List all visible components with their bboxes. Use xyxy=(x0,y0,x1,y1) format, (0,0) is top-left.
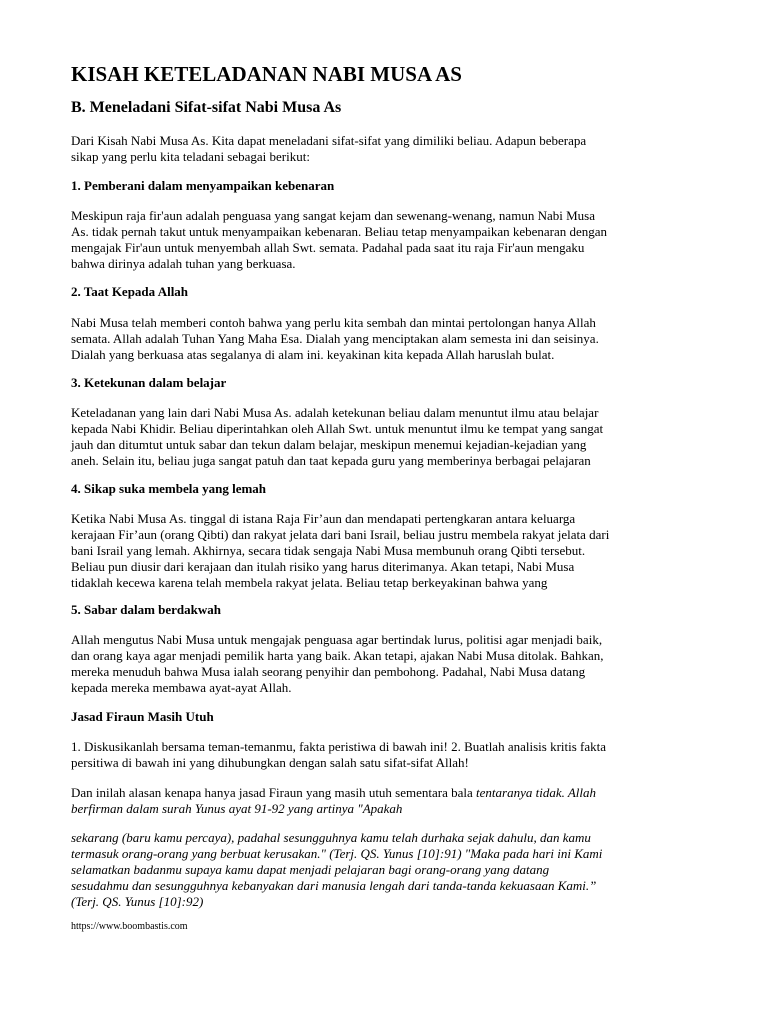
text-line: Nabi Musa telah memberi contoh bahwa yang perlu kita sembah dan mintai pertolongan hanya Allah xyxy=(71,315,596,330)
section-heading-5: 5. Sabar dalam berdakwah xyxy=(71,602,222,617)
text-line: kerajaan Fir’aun (orang Qibti) dan rakyat jelata dari bani Israil, beliau justru membela rakyat jelata dari xyxy=(71,527,610,542)
text-line: bahwa dirinya adalah tuhan yang berkuasa. xyxy=(71,256,296,271)
section-heading-2: 2. Taat Kepada Allah xyxy=(71,284,189,299)
text-line xyxy=(71,862,711,878)
text-line: Allah mengutus Nabi Musa untuk mengajak penguasa agar bertindak lurus, politisi agar menjadi baik, xyxy=(71,632,603,647)
quote-line: sekarang (baru kamu percaya), padahal sesungguhnya kamu telah durhaka sejak dahulu, dan kamu xyxy=(71,830,591,845)
quote-line: termasuk orang-orang yang berbuat kerusakan." (Terj. QS. Yunus [10]:91) "Maka pada hari ini Kami xyxy=(71,846,603,861)
text-line: semata. Allah adalah Tuhan Yang Maha Esa. Dialah yang menciptakan alam semesta ini dan seisinya. xyxy=(71,331,599,346)
text-line: Meskipun raja fir'aun adalah penguasa yang sangat kejam dan sewenang-wenang, namun Nabi Musa xyxy=(71,208,595,223)
source-url: https://www.boombastis.com xyxy=(71,921,188,932)
closing-paragraph xyxy=(71,785,711,817)
section-paragraph-5 xyxy=(71,632,711,696)
document-title: KISAH KETELADANAN NABI MUSA AS xyxy=(71,62,462,86)
text-line: Keteladanan yang lain dari Nabi Musa As. adalah ketekunan beliau dalam menuntut ilmu atau belajar xyxy=(71,405,599,420)
text-line: tidaklah kecewa karena telah membela rakyat jelata. Beliau tetap berkeyakinan bahwa yang xyxy=(71,575,548,590)
section-heading-3: 3. Ketekunan dalam belajar xyxy=(71,375,227,390)
section-heading-1: 1. Pemberani dalam menyampaikan kebenaran xyxy=(71,178,335,193)
closing-italic-text-2: berfirman dalam surah Yunus ayat 91-92 yang artinya "Apakah xyxy=(71,801,403,816)
text-line: mereka menuduh bahwa Musa ialah seorang penyihir dan pembohong. Padahal, Nabi Musa datang xyxy=(71,664,586,679)
text-line xyxy=(71,878,711,894)
text-line: Dari Kisah Nabi Musa As. Kita dapat meneladani sifat-sifat yang dimiliki beliau. Adapun beberapa xyxy=(71,133,587,148)
text-line: kepada Nabi Khidir. Beliau diperintahkan oleh Allah Swt. untuk menuntut ilmu ke tempat yang sangat xyxy=(71,421,604,436)
section-heading-4: 4. Sikap suka membela yang lemah xyxy=(71,481,267,496)
section-heading-6: Jasad Firaun Masih Utuh xyxy=(71,709,214,724)
text-line: aneh. Selain itu, beliau juga sangat patuh dan taat kepada guru yang memberinya berbagai pelajaran xyxy=(71,453,591,468)
section-paragraph-6 xyxy=(71,739,711,771)
section-paragraph-1 xyxy=(71,208,711,272)
closing-italic-text: tentaranya tidak. Allah xyxy=(476,785,597,800)
text-line: sikap yang perlu kita teladani sebagai berikut: xyxy=(71,149,310,164)
closing-regular-text: Dan inilah alasan kenapa hanya jasad Firaun yang masih utuh sementara bala xyxy=(71,785,477,800)
text-line: kepada mereka membawa ayat-ayat Allah. xyxy=(71,680,292,695)
text-line xyxy=(71,846,711,862)
text-line: Ketika Nabi Musa As. tinggal di istana Raja Fir’aun dan mendapati pertengkaran antara keluarga xyxy=(71,511,576,526)
text-line xyxy=(71,830,711,846)
text-line xyxy=(71,894,711,910)
section-subtitle: B. Meneladani Sifat-sifat Nabi Musa As xyxy=(71,99,342,116)
text-line: Dialah yang berkuasa atas segalanya di alam ini. keyakinan kita kepada Allah haruslah bulat. xyxy=(71,347,555,362)
section-paragraph-2 xyxy=(71,315,711,363)
section-paragraph-4 xyxy=(71,511,711,591)
text-line: bani Israil yang lemah. Akhirnya, secara tidak sengaja Nabi Musa membunuh orang Qibti tersebut. xyxy=(71,543,586,558)
text-line: 1. Diskusikanlah bersama teman-temanmu, fakta peristiwa di bawah ini! 2. Buatlah analisis kritis fakta xyxy=(71,739,607,754)
text-line: persitiwa di bawah ini yang dihubungkan dengan salah satu sifat-sifat Allah! xyxy=(71,755,469,770)
quote-line: (Terj. QS. Yunus [10]:92) xyxy=(71,894,204,909)
text-line: As. tidak pernah takut untuk menyampaikan kebenaran. Beliau tetap menyampaikan kebenaran dengan xyxy=(71,224,608,239)
quote-line: sesudahmu dan sesungguhnya kebanyakan dari manusia lengah dari tanda-tanda kekuasaan Kami.” xyxy=(71,878,597,893)
quote-line: selamatkan badanmu supaya kamu dapat menjadi pelajaran bagi orang-orang yang datang xyxy=(71,862,550,877)
intro-paragraph xyxy=(71,133,711,165)
text-line: dan orang kaya agar menjadi pemilik harta yang baik. Akan tetapi, ajakan Nabi Musa ditolak. Bahkan, xyxy=(71,648,604,663)
text-line: mengajak Fir'aun untuk menyembah allah Swt. semata. Padahal pada saat itu raja Fir'aun mengaku xyxy=(71,240,585,255)
text-line xyxy=(71,801,711,817)
text-line xyxy=(71,785,711,801)
quote-paragraph xyxy=(71,830,711,910)
section-paragraph-3 xyxy=(71,405,711,469)
text-line: Beliau pun diusir dari kerajaan dan itulah risiko yang harus diterimanya. Akan tetapi, Nabi Musa xyxy=(71,559,575,574)
text-line: jauh dan ditumtut untuk sabar dan tekun dalam belajar, meskipun menemui kejadian-kejadian yang xyxy=(71,437,587,452)
